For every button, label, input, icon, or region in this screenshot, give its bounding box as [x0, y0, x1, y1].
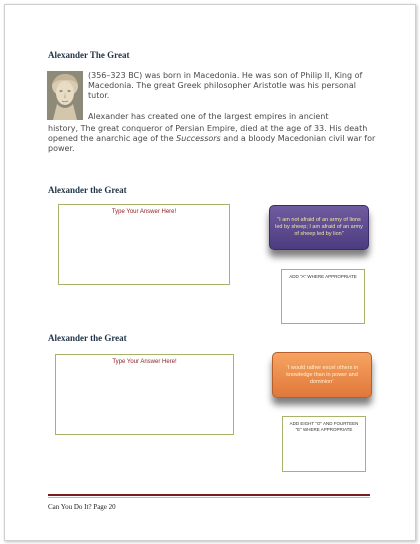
footer-rule-shadow [48, 497, 370, 498]
section-heading-1: Alexander The Great [48, 50, 130, 60]
answer-placeholder-2: Type Your Answer Here! [112, 359, 177, 365]
quote-text-2 [278, 365, 366, 386]
quote-close-mark: " [332, 378, 335, 385]
section-heading-2: Alexander the Great [48, 185, 127, 195]
history-text-after: and a bloody Macedonian civil war for power. [48, 134, 376, 153]
quote-callout-orange [272, 352, 372, 398]
intro-paragraph: (356–323 BC) was born in Macedonia. He was son of Philip II, King of Macedonia. The great Greek philosopher Aristotle was his personal tutor. [88, 71, 363, 100]
empire-paragraph-line: Alexander has created one of the largest empires in ancient [88, 112, 329, 121]
hint-box-1[interactable] [281, 269, 365, 324]
history-paragraph [48, 124, 378, 154]
hint-box-2[interactable] [282, 416, 366, 472]
quote-callout-purple [269, 205, 369, 250]
page-footer: Can You Do It? Page 20 [48, 503, 116, 511]
history-text-emphasis: Successors [176, 134, 221, 143]
answer-textbox-2[interactable] [55, 354, 234, 435]
quote-body-2: I would rather excel others in knowledge than in power and dominion [286, 364, 359, 385]
quote-text-1: "I am not afraid of an army of lions led by sheep; I am afraid of an army of sheep led by lion" [275, 217, 363, 237]
hint-text-2: ADD EIGHT "O" AND FOURTEEN "E" WHERE APPROPRIATE [289, 421, 359, 432]
answer-textbox-1[interactable] [58, 204, 230, 285]
footer-rule [48, 494, 370, 496]
history-text-before: history, The great conqueror of Persian Empire, died at the age of 33. His death opened the anarchic age of the [48, 124, 368, 143]
hint-text-1: ADD "A" WHERE APPROPRIATE [289, 274, 357, 279]
quote-open-mark: " [285, 364, 288, 371]
section-heading-3: Alexander the Great [48, 333, 127, 343]
alexander-portrait-icon [47, 71, 83, 120]
answer-placeholder-1: Type Your Answer Here! [111, 209, 177, 215]
